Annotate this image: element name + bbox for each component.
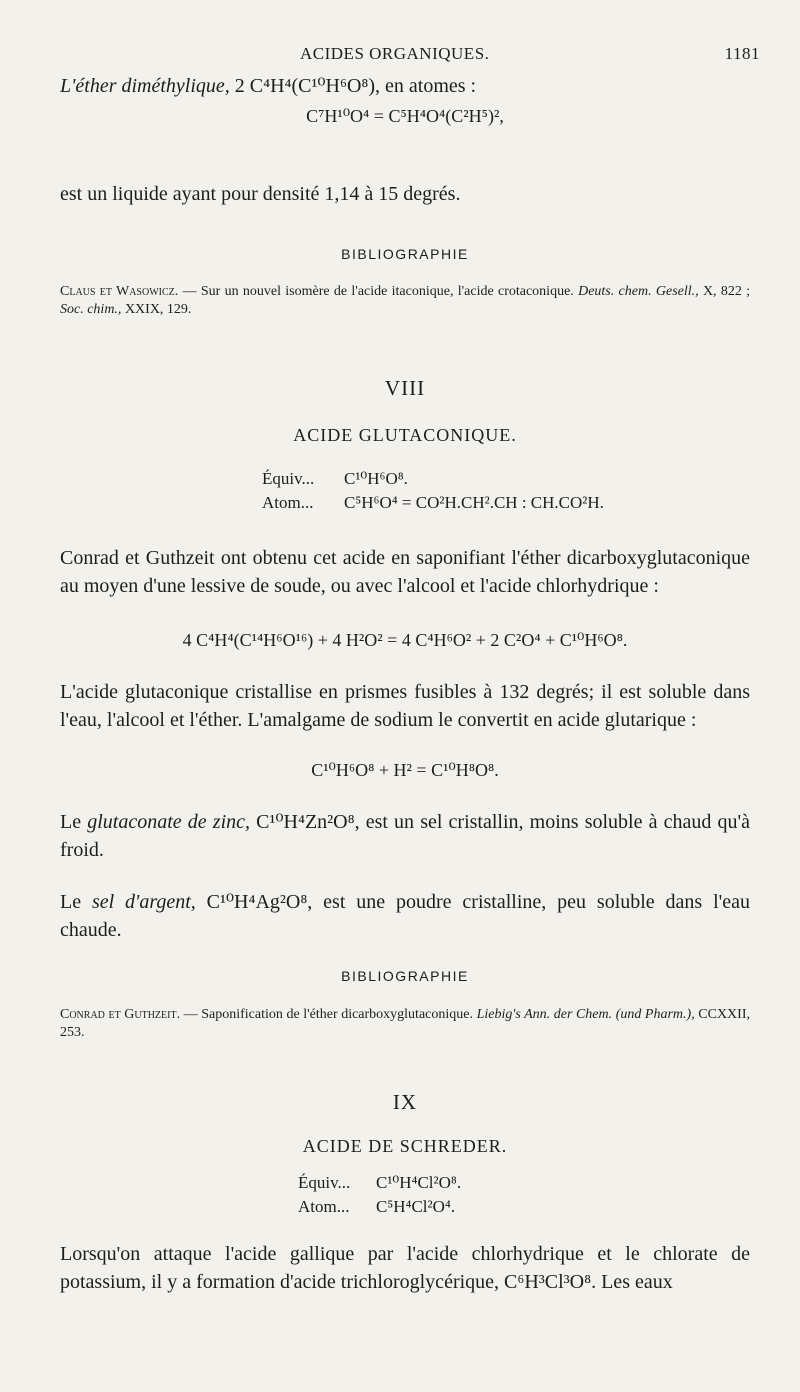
biblio1-ref1: X, 822 ;	[698, 284, 751, 299]
equiv-formula: C¹⁰H⁴Cl²O⁸.	[376, 1173, 462, 1192]
paragraph-schreder-acid: Lorsqu'on attaque l'acide gallique par l'acide chlorhydrique et le chlorate de potassium, il y a formation d'acide trichloroglycérique, C⁶H³Cl³O⁸. Les eaux	[60, 1243, 750, 1293]
section-numeral-8: VIII	[384, 376, 426, 400]
equation-glutaric: C¹⁰H⁶O⁸ + H² = C¹⁰H⁸O⁸.	[311, 760, 499, 780]
intro-rest: 2 C⁴H⁴(C¹⁰H⁶O⁸), en atomes :	[229, 75, 477, 97]
section-title-8: ACIDE GLUTACONIQUE.	[293, 425, 517, 445]
biblio1-ref2: XXIX, 129.	[121, 302, 192, 317]
intro-sentence: est un liquide ayant pour densité 1,14 à 15 degrés.	[60, 183, 461, 205]
paragraph-silver-salt	[60, 888, 750, 944]
bibliography-entry-1	[60, 283, 750, 319]
intro-line	[60, 72, 750, 100]
atom-label: Atom...	[262, 493, 314, 512]
intro-formula: C⁷H¹⁰O⁴ = C⁵H⁴O⁴(C²H⁵)²,	[306, 106, 504, 126]
atom-formula: C⁵H⁴Cl²O⁴.	[376, 1197, 456, 1216]
atom-label: Atom...	[298, 1197, 350, 1216]
equation-saponification: 4 C⁴H⁴(C¹⁴H⁶O¹⁶) + 4 H²O² = 4 C⁴H⁶O² + 2 C²O⁴ + C¹⁰H⁶O⁸.	[182, 630, 628, 650]
header-title: ACIDES ORGANIQUES.	[300, 44, 490, 63]
atom-formula: C⁵H⁶O⁴ = CO²H.CH².CH : CH.CO²H.	[344, 493, 604, 512]
biblio1-journal2: Soc. chim.,	[60, 302, 122, 317]
biblio1-text: — Sur un nouvel isomère de l'acide itaconique, l'acide crotaconique.	[178, 284, 574, 299]
section-numeral-9: IX	[392, 1090, 418, 1114]
biblio1-journal: Deuts. chem. Gesell.,	[578, 284, 699, 299]
biblio1-authors: Claus et Wasowicz.	[60, 284, 179, 299]
equiv-label: Équiv...	[298, 1173, 351, 1192]
zinc-pre: Le	[60, 811, 88, 833]
zinc-rest: C¹⁰H⁴Zn²O⁸, est un sel cristallin, moins soluble à chaud qu'à froid.	[60, 811, 750, 861]
intro-term: L'éther diméthylique,	[60, 75, 230, 97]
silver-pre: Le	[60, 891, 92, 913]
silver-rest: C¹⁰H⁴Ag²O⁸, est une poudre cristalline, peu soluble dans l'eau chaude.	[60, 891, 750, 941]
atom-line-8	[262, 492, 604, 514]
paragraph-glutaconic-properties: L'acide glutaconique cristallise en prismes fusibles à 132 degrés; il est soluble dans l'eau, l'alcool et l'éther. L'amalgame de sodium le convertit en acide glutarique :	[60, 681, 750, 731]
equiv-line-8	[262, 468, 408, 490]
biblio2-ref: CCXXII, 253.	[60, 1007, 750, 1040]
bibliography-entry-2	[60, 1006, 750, 1042]
biblio2-authors: Conrad et Guthzeit.	[60, 1007, 181, 1022]
bibliography-heading-2: BIBLIOGRAPHIE	[341, 968, 469, 984]
zinc-term: glutaconate de zinc,	[87, 811, 251, 833]
running-header	[60, 44, 760, 68]
equiv-formula: C¹⁰H⁶O⁸.	[344, 469, 408, 488]
page-number: 1181	[724, 44, 760, 63]
equiv-line-9	[298, 1172, 461, 1194]
biblio2-journal: Liebig's Ann. der Chem. (und Pharm.),	[476, 1007, 695, 1022]
section-title-9: ACIDE DE SCHREDER.	[302, 1136, 508, 1156]
atom-line-9	[298, 1196, 455, 1218]
paragraph-zinc-salt	[60, 808, 750, 864]
bibliography-heading-1: BIBLIOGRAPHIE	[341, 246, 469, 262]
silver-term: sel d'argent,	[91, 891, 196, 913]
biblio2-text: — Saponification de l'éther dicarboxyglutaconique.	[180, 1007, 477, 1022]
paragraph-glutaconic-synthesis: Conrad et Guthzeit ont obtenu cet acide en saponifiant l'éther dicarboxyglutaconique au moyen d'une lessive de soude, ou avec l'alcool et l'acide chlorhydrique :	[60, 547, 750, 597]
equiv-label: Équiv...	[262, 469, 315, 488]
